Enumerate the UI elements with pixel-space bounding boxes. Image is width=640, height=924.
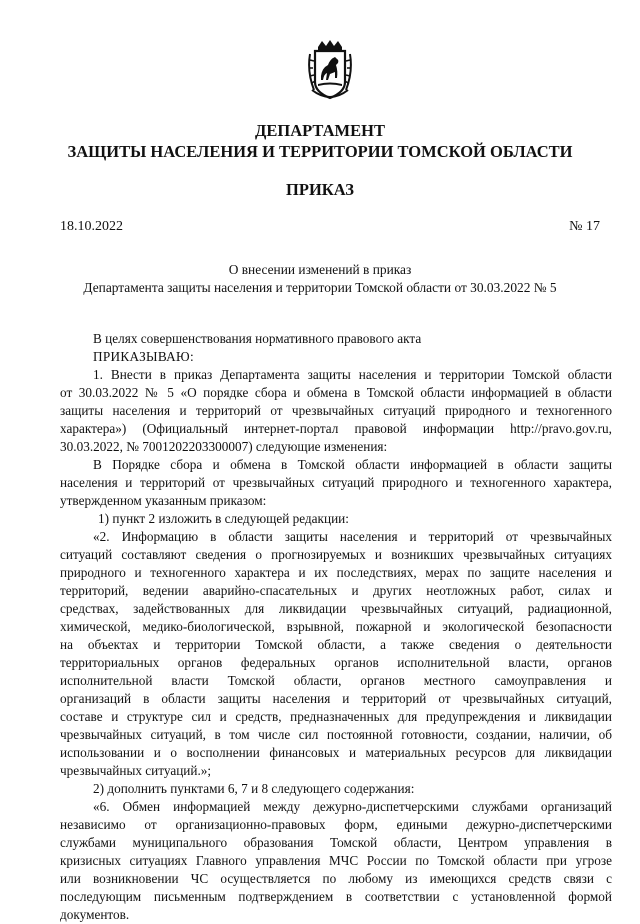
paragraph-line: территориальных органов федеральных органов исполнительной власти, органов bbox=[60, 655, 612, 670]
paragraph-line: населения и территорий от чрезвычайных ситуаций природного и техногенного характера, bbox=[60, 475, 612, 490]
paragraph-line: 1) пункт 2 изложить в следующей редакции: bbox=[98, 511, 349, 526]
paragraph-line: химической, медико-биологической, взрывной, пожарной и экологической безопасности bbox=[60, 619, 612, 634]
coat-of-arms-icon bbox=[306, 38, 354, 104]
paragraph-line: природного и техногенного характера и их последствиях, мерах по защите населения и bbox=[60, 565, 612, 580]
paragraph-line: утвержденном указанным приказом: bbox=[60, 493, 267, 508]
paragraph-line: последующим письменным подтверждением в соответствии с установленной формой bbox=[60, 889, 612, 904]
department-title-line1: ДЕПАРТАМЕНТ bbox=[255, 121, 385, 140]
order-body bbox=[60, 330, 612, 924]
preamble-line: В целях совершенствования нормативного правового акта bbox=[93, 331, 422, 346]
paragraph-line: ситуаций составляют сведения о прогнозируемых и возникших чрезвычайных ситуациях bbox=[60, 547, 612, 562]
order-subject bbox=[0, 261, 640, 297]
paragraph-line: 30.03.2022, № 7001202203300007) следующие изменения: bbox=[60, 439, 388, 454]
paragraph-line: от 30.03.2022 № 5 «О порядке сбора и обмена в Томской области информацией в области bbox=[60, 385, 612, 400]
paragraph-line: «6. Обмен информацией между дежурно-диспетчерскими службами организаций bbox=[93, 799, 612, 814]
paragraph-line: использовании и о восполнении финансовых и материальных ресурсов для ликвидации bbox=[60, 745, 612, 760]
paragraph-line: 1. Внести в приказ Департамента защиты населения и территории Томской области bbox=[93, 367, 612, 382]
paragraph-line: характера») (Официальный интернет-портал правовой информации http://pravo.gov.ru, bbox=[60, 421, 612, 436]
paragraph-line: чрезвычайных ситуаций, в том числе сил постоянной готовности, создании, наличии, об bbox=[60, 727, 612, 742]
paragraph-line: территорий, ведении аварийно-спасательных и других неотложных работ, силах и bbox=[60, 583, 612, 598]
prikazyvayu-line: ПРИКАЗЫВАЮ: bbox=[93, 349, 194, 364]
paragraph-line: организаций в области защиты населения и территорий от чрезвычайных ситуаций, bbox=[60, 691, 612, 706]
paragraph-line: службами муниципального образования Томской области, Центром управления в bbox=[60, 835, 612, 850]
paragraph-line: «2. Информацию в области защиты населения и территорий от чрезвычайных bbox=[93, 529, 612, 544]
department-title-line2: ЗАЩИТЫ НАСЕЛЕНИЯ И ТЕРРИТОРИИ ТОМСКОЙ ОБЛАСТИ bbox=[67, 142, 573, 161]
paragraph-line: В Порядке сбора и обмена в Томской области информацией в области защиты bbox=[93, 457, 612, 472]
document-type-title: ПРИКАЗ bbox=[286, 180, 354, 199]
paragraph-line: или возникновении ЧС осуществляется по любому из имеющихся средств связи с bbox=[60, 871, 612, 886]
paragraph-line: средствах, задействованных для ликвидации чрезвычайных ситуаций, радиационной, bbox=[60, 601, 612, 616]
order-date: 18.10.2022 bbox=[60, 219, 123, 234]
paragraph-line: защиты населения и территорий от чрезвычайных ситуаций природного и техногенного bbox=[60, 403, 612, 418]
paragraph-line: независимо от организационно-правовых форм, едиными дежурно-диспетчерскими bbox=[60, 817, 612, 832]
subject-line: Департамента защиты населения и территории Томской области от 30.03.2022 № 5 bbox=[83, 280, 557, 295]
subject-line: О внесении изменений в приказ bbox=[228, 262, 412, 277]
paragraph-line: 2) дополнить пунктами 6, 7 и 8 следующего содержания: bbox=[93, 781, 415, 796]
paragraph-line: документов. bbox=[60, 907, 130, 922]
paragraph-line: исполнительной власти Томской области, органов местного самоуправления и bbox=[60, 673, 612, 688]
paragraph-line: составе и структуре сил и средств, предназначенных для предупреждения и ликвидации bbox=[60, 709, 612, 724]
paragraph-line: на объектах и территории Томской области, а также сведения о деятельности bbox=[60, 637, 612, 652]
paragraph-line: чрезвычайных ситуаций.»; bbox=[60, 763, 212, 778]
order-number: № 17 bbox=[569, 219, 600, 234]
paragraph-line: кризисных ситуациях Главного управления МЧС России по Томской области при угрозе bbox=[60, 853, 612, 868]
